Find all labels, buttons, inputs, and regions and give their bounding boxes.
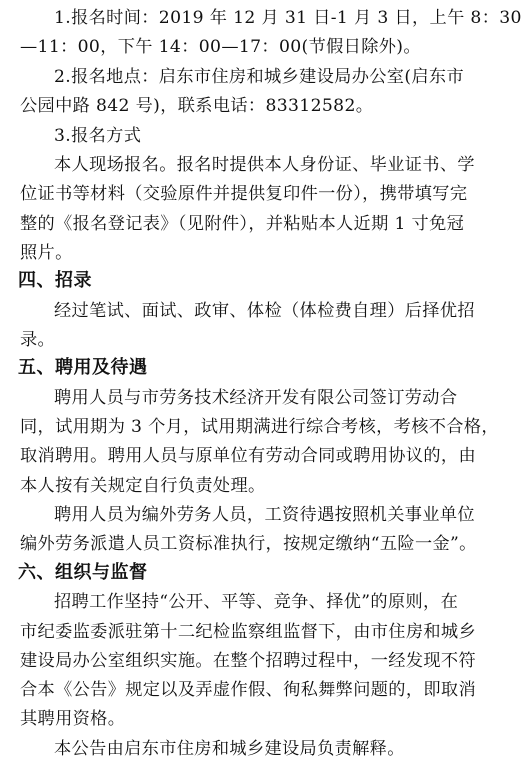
text-line: 建设局办公室组织实施。在整个招聘过程中，一经发现不符	[20, 651, 476, 671]
section-heading: 六、组织与监督	[18, 562, 148, 583]
text-line: 1.报名时间：2019 年 12 月 31 日-1 月 3 日，上午 8：30	[54, 8, 522, 28]
text-line: 同，试用期为 3 个月，试用期满进行综合考核，考核不合格，	[20, 417, 499, 437]
text-line: 本人现场报名。报名时提供本人身份证、毕业证书、学	[54, 155, 475, 175]
text-line: 聘用人员为编外劳务人员，工资待遇按照机关事业单位	[54, 505, 475, 525]
text-line: 2.报名地点：启东市住房和城乡建设局办公室(启东市	[54, 67, 464, 87]
text-line: 经过笔试、面试、政审、体检（体检费自理）后择优招	[54, 301, 475, 321]
text-line: 合本《公告》规定以及弄虚作假、徇私舞弊问题的，即取消	[20, 680, 476, 700]
text-line: 其聘用资格。	[20, 709, 126, 729]
text-line: 市纪委监委派驻第十二纪检监察组监督下，由市住房和城乡	[20, 622, 476, 642]
text-line: 3.报名方式	[54, 126, 142, 146]
text-line: 录。	[20, 330, 56, 350]
text-line: 本公告由启东市住房和城乡建设局负责解释。	[54, 739, 405, 759]
text-line: 位证书等材料（交验原件并提供复印件一份），携带填写完	[20, 184, 468, 204]
text-line: 编外劳务派遣人员工资标准执行，按规定缴纳“五险一金”。	[20, 534, 477, 554]
text-line: 聘用人员与市劳务技术经济开发有限公司签订劳动合	[54, 388, 458, 408]
section-heading: 五、聘用及待遇	[18, 357, 148, 378]
text-line: 照片。	[20, 243, 73, 263]
text-line: —11：00，下午 14：00—17：00(节假日除外)。	[20, 37, 421, 57]
text-line: 招聘工作坚持“公开、平等、竞争、择优”的原则，在	[54, 592, 459, 612]
section-heading: 四、招录	[18, 270, 92, 291]
text-line: 公园中路 842 号)，联系电话：83312582。	[20, 96, 374, 116]
text-line: 整的《报名登记表》（见附件），并粘贴本人近期 1 寸免冠	[20, 214, 465, 234]
text-line: 本人按有关规定自行负责处理。	[20, 476, 266, 496]
text-line: 取消聘用。聘用人员与原单位有劳动合同或聘用协议的，由	[20, 446, 476, 466]
